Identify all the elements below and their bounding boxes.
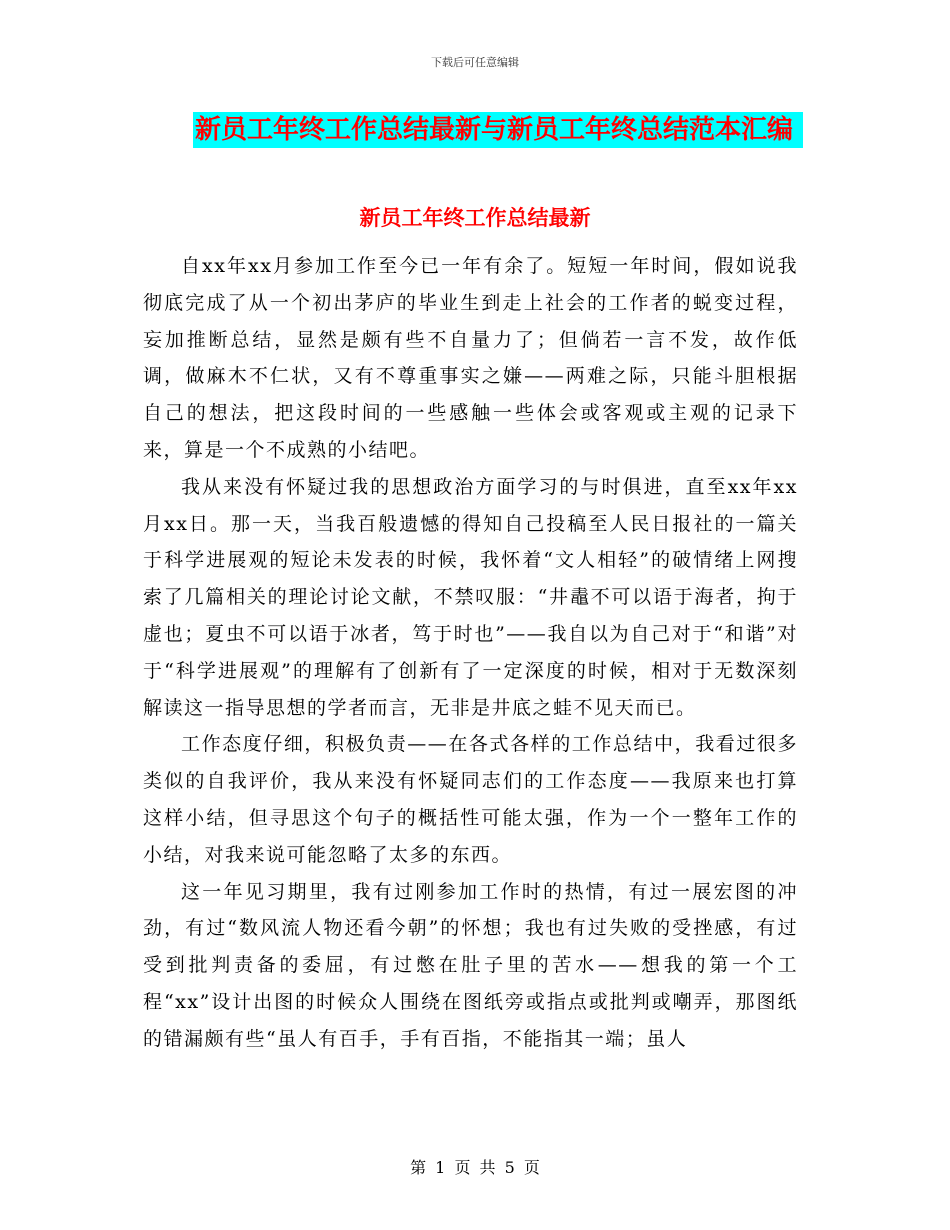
paragraph: 这一年见习期里，我有过刚参加工作时的热情，有过一展宏图的冲劲，有过“数风流人物还看今朝”的怀想；我也有过失败的受挫感，有过受到批判责备的委屈，有过憋在肚子里的苦水——想我的第一个工程“xx”设计出图的时候众人围绕在图纸旁或指点或批判或嘲弄，那图纸的错漏颇有些“虽人有百手，手有百指，不能指其一端；虽人 xyxy=(143,880,798,1050)
document-title: 新员工年终工作总结最新与新员工年终总结范本汇编 xyxy=(195,115,794,145)
section-title: 新员工年终工作总结最新 xyxy=(359,206,591,230)
paragraph: 自xx年xx月参加工作至今已一年有余了。短短一年时间，假如说我彻底完成了从一个初出茅庐的毕业生到走上社会的工作者的蜕变过程，妄加推断总结，显然是颇有些不自量力了；但倘若一言不发，故作低调，做麻木不仁状，又有不尊重事实之嫌——两难之际，只能斗胆根据自己的想法，把这段时间的一些感触一些体会或客观或主观的记录下来，算是一个不成熟的小结吧。 xyxy=(143,255,798,461)
document-body xyxy=(143,248,798,1058)
paragraph: 工作态度仔细，积极负责——在各式各样的工作总结中，我看过很多类似的自我评价，我从来没有怀疑同志们的工作态度——我原来也打算这样小结，但寻思这个句子的概括性可能太强，作为一个一整年工作的小结，对我来说可能忽略了太多的东西。 xyxy=(143,733,798,866)
page-number: 第 1 页 共 5 页 xyxy=(410,1158,540,1177)
header-note: 下载后可任意编辑 xyxy=(431,56,519,69)
paragraph: 我从来没有怀疑过我的思想政治方面学习的与时俱进，直至xx年xx月xx日。那一天，当我百般遗憾的得知自己投稿至人民日报社的一篇关于科学进展观的短论未发表的时候，我怀着“文人相轻”的破情绪上网搜索了几篇相关的理论讨论文献，不禁叹服：“井鼃不可以语于海者，拘于虚也；夏虫不可以语于冰者，笃于时也”——我自以为自己对于“和谐”对于“科学进展观”的理解有了创新有了一定深度的时候，相对于无数深刻解读这一指导思想的学者而言，无非是井底之蛙不见天而已。 xyxy=(143,475,798,719)
title-highlight xyxy=(193,112,803,148)
